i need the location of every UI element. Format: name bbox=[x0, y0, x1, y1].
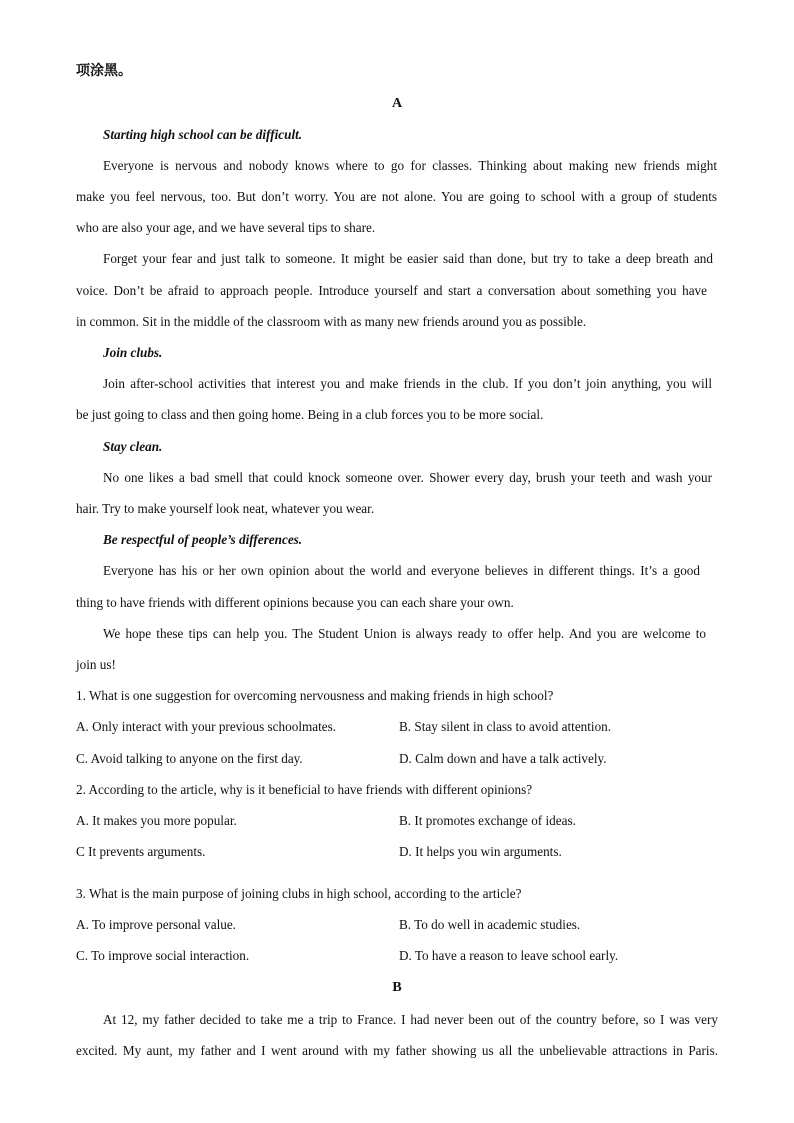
question-stem: 2. According to the article, why is it beneficial to have friends with different opinions? bbox=[76, 782, 533, 797]
paragraph-line: At 12, my father decided to take me a trip to France. I had never been out of the country before, so I was very bbox=[103, 1012, 718, 1027]
passage-a-label: A bbox=[391, 96, 403, 111]
answer-option: C. To improve social interaction. bbox=[76, 948, 250, 963]
paragraph-line: Join after-school activities that interest you and make friends in the club. If you don’t join anything, you will bbox=[103, 376, 712, 391]
paragraph-line: thing to have friends with different opinions because you can each share your own. bbox=[76, 595, 514, 610]
paragraph-line: in common. Sit in the middle of the classroom with as many new friends around you as possible. bbox=[76, 314, 587, 329]
paragraph-line: No one likes a bad smell that could knock someone over. Shower every day, brush your teeth and wash your bbox=[103, 470, 712, 485]
paragraph-line: excited. My aunt, my father and I went around with my father showing us all the unbelievable attractions in Paris. bbox=[76, 1043, 718, 1058]
paragraph-line: Everyone has his or her own opinion about the world and everyone believes in different things. It’s a good bbox=[103, 563, 700, 578]
paragraph-line: Everyone is nervous and nobody knows where to go for classes. Thinking about making new friends might bbox=[103, 158, 717, 173]
question-stem: 1. What is one suggestion for overcoming nervousness and making friends in high school? bbox=[76, 688, 554, 703]
paragraph-line: join us! bbox=[76, 657, 116, 672]
answer-option: B. Stay silent in class to avoid attention. bbox=[399, 719, 612, 734]
paragraph-line: We hope these tips can help you. The Student Union is always ready to offer help. And you are welcome to bbox=[103, 626, 706, 641]
passage-b-label: B bbox=[392, 980, 402, 995]
answer-option: C It prevents arguments. bbox=[76, 844, 206, 859]
intro-text: 项涂黑。 bbox=[76, 63, 132, 79]
answer-option: B. To do well in academic studies. bbox=[399, 917, 581, 932]
paragraph-line: Forget your fear and just talk to someone. It might be easier said than done, but try to take a deep breath and bbox=[103, 251, 713, 266]
answer-option: D. It helps you win arguments. bbox=[399, 844, 562, 859]
answer-option: C. Avoid talking to anyone on the first day. bbox=[76, 751, 303, 766]
passage-a-heading-2: Join clubs. bbox=[103, 345, 163, 360]
passage-a-heading-3: Stay clean. bbox=[103, 439, 163, 454]
answer-option: A. It makes you more popular. bbox=[76, 813, 237, 828]
paragraph-line: hair. Try to make yourself look neat, whatever you wear. bbox=[76, 501, 375, 516]
paragraph-line: voice. Don’t be afraid to approach people. Introduce yourself and start a conversation about something you have bbox=[76, 283, 707, 298]
passage-a-heading-1: Starting high school can be difficult. bbox=[103, 127, 303, 142]
answer-option: A. Only interact with your previous schoolmates. bbox=[76, 719, 337, 734]
answer-option: D. Calm down and have a talk actively. bbox=[399, 751, 607, 766]
paragraph-line: make you feel nervous, too. But don’t worry. You are not alone. You are going to school with a group of students bbox=[76, 189, 717, 204]
answer-option: B. It promotes exchange of ideas. bbox=[399, 813, 576, 828]
paragraph-line: be just going to class and then going home. Being in a club forces you to be more social. bbox=[76, 407, 544, 422]
paragraph-line: who are also your age, and we have several tips to share. bbox=[76, 220, 376, 235]
answer-option: D. To have a reason to leave school early. bbox=[399, 948, 619, 963]
question-stem: 3. What is the main purpose of joining clubs in high school, according to the article? bbox=[76, 886, 522, 901]
passage-a-heading-4: Be respectful of people’s differences. bbox=[103, 532, 303, 547]
answer-option: A. To improve personal value. bbox=[76, 917, 236, 932]
